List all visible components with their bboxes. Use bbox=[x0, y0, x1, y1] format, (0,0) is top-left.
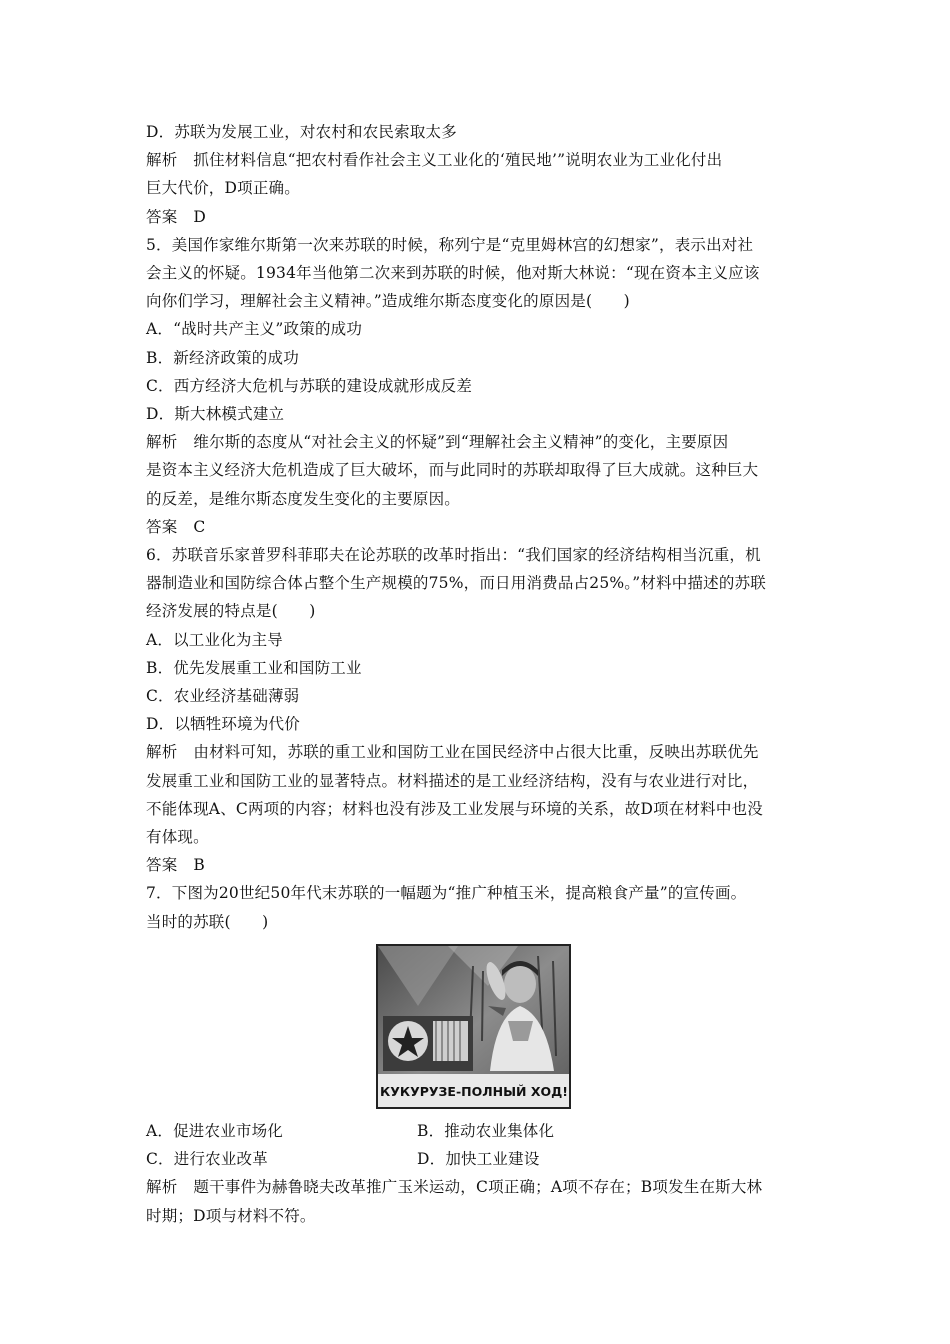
text-line: D．苏联为发展工业，对农村和农民索取太多 bbox=[146, 123, 457, 141]
line-text: 由材料可知，苏联的重工业和国防工业在国民经济中占很大比重，反映出苏联优先 bbox=[193, 743, 759, 762]
line-label: 答案 bbox=[146, 207, 178, 226]
propaganda-poster-image bbox=[376, 944, 571, 1109]
analysis-line bbox=[146, 738, 810, 766]
answer-options-q7 bbox=[146, 1117, 810, 1173]
answer-option: C．进行农业改革 bbox=[146, 1150, 268, 1169]
text-line: 不能体现A、C两项的内容；材料也没有涉及工业发展与环境的关系，故D项在材料中也没 bbox=[146, 799, 763, 818]
text-line: 巨大代价，D项正确。 bbox=[146, 179, 300, 198]
text-line: 5．美国作家维尔斯第一次来苏联的时候，称列宁是“克里姆林宫的幻想家”，表示出对社 bbox=[146, 235, 754, 254]
text-line: D．以牺牲环境为代价 bbox=[146, 715, 300, 734]
line-text: 抓住材料信息“把农村看作社会主义工业化的‘殖民地’”说明农业为工业化付出 bbox=[193, 151, 723, 170]
text-line: 7．下图为20世纪50年代末苏联的一幅题为“推广种植玉米，提高粮食产量”的宣传画。 bbox=[146, 884, 747, 903]
text-line: 器制造业和国防综合体占整个生产规模的75%，而日用消费品占25%。”材料中描述的苏联 bbox=[146, 574, 766, 593]
text-line: 会主义的怀疑。1934年当他第二次来到苏联的时候，他对斯大林说：“现在资本主义应该 bbox=[146, 264, 760, 283]
text-line: D．斯大林模式建立 bbox=[146, 405, 285, 424]
text-line: 时期；D项与材料不符。 bbox=[146, 1206, 316, 1225]
answer-option: D．加快工业建设 bbox=[417, 1150, 540, 1169]
option-row bbox=[146, 1145, 810, 1173]
line-label: 解析 bbox=[146, 743, 178, 762]
text-line: 6．苏联音乐家普罗科菲耶夫在论苏联的改革时指出：“我们国家的经济结构相当沉重，机 bbox=[146, 546, 761, 565]
line-label: 解析 bbox=[146, 151, 178, 170]
text-line: C．农业经济基础薄弱 bbox=[146, 687, 300, 706]
line-text: 维尔斯的态度从“对社会主义的怀疑”到“理解社会主义精神”的变化，主要原因 bbox=[193, 433, 729, 452]
line-text: D bbox=[193, 207, 207, 226]
text-line: 发展重工业和国防工业的显著特点。材料描述的是工业经济结构，没有与农业进行对比， bbox=[146, 771, 759, 790]
text-line: 经济发展的特点是( ) bbox=[146, 602, 316, 621]
line-text: B bbox=[193, 856, 205, 875]
line-text: 题干事件为赫鲁晓夫改革推广玉米运动，C项正确；A项不存在；B项发生在斯大林 bbox=[193, 1178, 763, 1197]
line-text: C bbox=[193, 517, 206, 536]
analysis-line bbox=[146, 428, 810, 456]
answer-line bbox=[146, 203, 810, 231]
analysis-line bbox=[146, 146, 810, 174]
analysis-block bbox=[146, 1173, 810, 1229]
text-line: B．优先发展重工业和国防工业 bbox=[146, 658, 362, 677]
text-line: 是资本主义经济大危机造成了巨大破坏，而与此同时的苏联却取得了巨大成就。这种巨大 bbox=[146, 461, 759, 480]
line-label: 解析 bbox=[146, 1178, 178, 1197]
text-line: 有体现。 bbox=[146, 828, 209, 847]
text-line: 向你们学习，理解社会主义精神。”造成维尔斯态度变化的原因是( ) bbox=[146, 292, 630, 311]
poster-banner-text: КУКУРУЗЕ-ПОЛНЫЙ ХОД! bbox=[380, 1083, 568, 1099]
answer-option: B．推动农业集体化 bbox=[417, 1121, 555, 1140]
text-line: A．以工业化为主导 bbox=[146, 630, 283, 649]
question-block bbox=[146, 118, 810, 936]
line-label: 答案 bbox=[146, 856, 178, 875]
text-line: 的反差，是维尔斯态度发生变化的主要原因。 bbox=[146, 489, 461, 508]
option-row bbox=[146, 1117, 810, 1145]
line-label: 答案 bbox=[146, 517, 178, 536]
text-line: C．西方经济大危机与苏联的建设成就形成反差 bbox=[146, 376, 473, 395]
line-label: 解析 bbox=[146, 433, 178, 452]
answer-line bbox=[146, 513, 810, 541]
text-line: A．“战时共产主义”政策的成功 bbox=[146, 320, 363, 339]
analysis-line bbox=[146, 1173, 810, 1201]
document-page bbox=[146, 118, 810, 1230]
text-line: B．新经济政策的成功 bbox=[146, 348, 299, 367]
answer-option: A．促进农业市场化 bbox=[146, 1121, 283, 1140]
text-line: 当时的苏联( ) bbox=[146, 912, 269, 931]
answer-line bbox=[146, 851, 810, 879]
